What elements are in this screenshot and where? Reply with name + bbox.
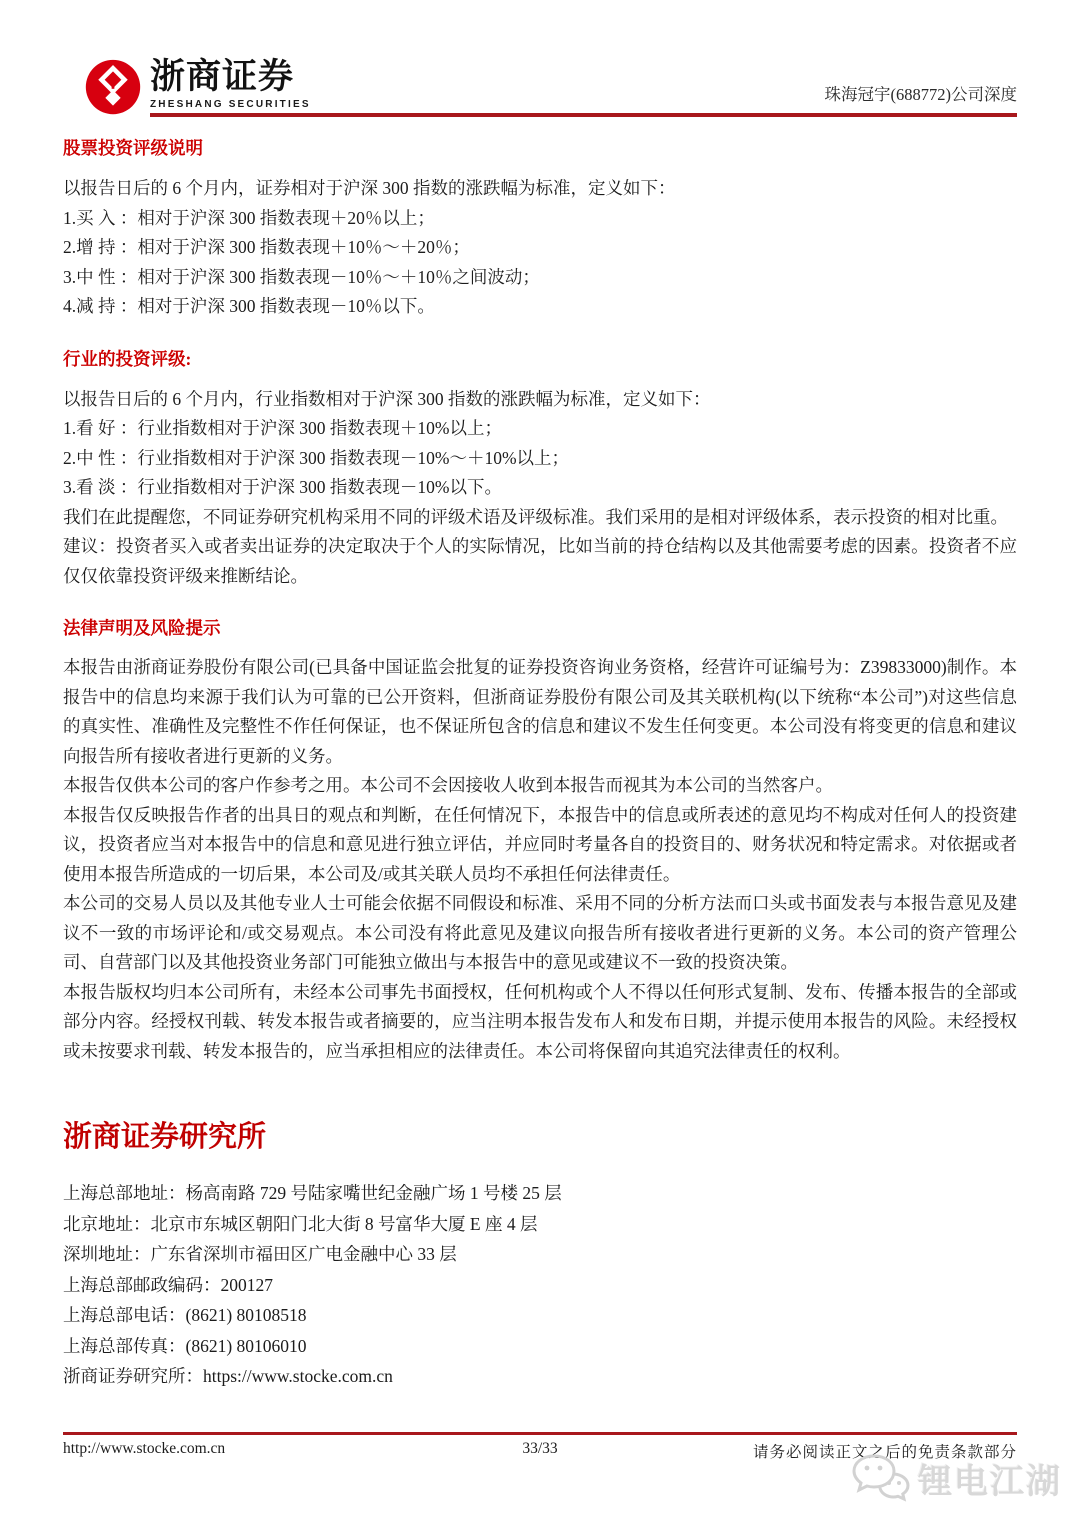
industry-rating-heading: 行业的投资评级: [63,348,192,369]
zheshang-logo [84,58,311,116]
legal-paragraph: 本公司的交易人员以及其他专业人士可能会依据不同假设和标准、采用不同的分析方法而口头或书面发表与本报告意见及建议不一致的市场评论和/或交易观点。本公司没有将此意见及建议向报告所有接收者进行更新的义务。本公司的资产管理公司、自营部门以及其他投资业务部门可能独立做出与本报告中的意见或建议不一致的投资决策。 [63,893,1017,972]
stock-rating-intro: 以报告日后的 6 个月内，证券相对于沪深 300 指数的涨跌幅为标准，定义如下： [63,178,676,198]
footer-rule [63,1432,1017,1435]
institute-postcode: 上海总部邮政编码：200127 [63,1274,273,1295]
rating-item: 1.买 入 ：相对于沪深 300 指数表现＋20％以上； [63,207,435,228]
institute-website-label: 浙商证券研究所： [63,1366,203,1386]
institute-website-line [63,1361,1017,1392]
watermark-label: 锂电江湖 [918,1462,1062,1501]
legal-paragraph: 本报告仅反映报告作者的出具日的观点和判断，在任何情况下，本报告中的信息或所表述的意见均不构成对任何人的投资建议，投资者应当对本报告中的信息和意见进行独立评估，并应同时考量各自的投资目的、财务状况和特定需求。对依据或者使用本报告所造成的一切后果，本公司及/或其关联人员均不承担任何法律责任。 [63,804,1017,884]
rating-item: 3.中 性 ：相对于沪深 300 指数表现－10％～＋10％之间波动； [63,266,540,287]
logo-text [150,58,311,113]
stock-rating-list [63,204,1017,322]
watermark [850,1452,1062,1504]
institute-address-shanghai: 上海总部地址：杨高南路 729 号陆家嘴世纪金融广场 1 号楼 25 层 [63,1183,562,1203]
legal-heading: 法律声明及风险提示 [63,618,221,638]
rating-note: 我们在此提醒您，不同证券研究机构采用不同的评级术语及评级标准。我们采用的是相对评级体系，表示投资的相对比重。 [63,506,1008,527]
logo-title: 浙商证券 [150,57,295,96]
institute-heading: 浙商证券研究所 [63,1121,267,1153]
stock-rating-heading: 股票投资评级说明 [63,138,203,158]
logo-subtitle: ZHESHANG SECURITIES [150,99,311,110]
doc-title: 珠海冠宇(688772)公司深度 [824,85,1017,104]
header-rule [150,113,1017,117]
rating-item: 2.增 持 ：相对于沪深 300 指数表现＋10％～＋20％； [63,237,470,257]
zheshang-logo-icon [84,58,142,116]
footer-disclaimer-notice: 请务必阅读正文之后的免责条款部分 [752,1444,1017,1461]
main-content [0,137,1080,1392]
footer-site-link[interactable]: http://www.stocke.com.cn [63,1440,226,1457]
footer-page-number: 33/33 [522,1440,558,1457]
rating-advice-note: 建议：投资者买入或者卖出证券的决定取决于个人的实际情况，比如当前的持仓结构以及其他需要考虑的因素。投资者不应仅仅依靠投资评级来推断结论。 [63,536,1017,586]
institute-website-link[interactable]: https://www.stocke.com.cn [203,1366,393,1386]
legal-paragraph: 本报告由浙商证券股份有限公司(已具备中国证监会批复的证券投资咨询业务资格，经营许可证编号为：Z39833000)制作。本报告中的信息均来源于我们认为可靠的已公开资料，但浙商证券股份有限公司及其关联机构(以下统称“本公司”)对这些信息的真实性、准确性及完整性不作任何保证，也不保证所包含的信息和建议不发生任何变更。本公司没有将变更的信息和建议向报告所有接收者进行更新的义务。 [63,657,1017,766]
industry-rating-intro: 以报告日后的 6 个月内，行业指数相对于沪深 300 指数的涨跌幅为标准，定义如下： [63,388,711,409]
institute-phone: 上海总部电话：(8621) 80108518 [63,1305,307,1325]
institute-fax: 上海总部传真：(8621) 80106010 [63,1335,307,1356]
legal-paragraph: 本报告版权均归本公司所有，未经本公司事先书面授权，任何机构或个人不得以任何形式复制、发布、传播本报告的全部或部分内容。经授权刊载、转发本报告或者摘要的，应当注明本报告发布人和发布日期，并提示使用本报告的风险。未经授权或未按要求刊载、转发本报告的，应当承担相应的法律责任。本公司将保留向其追究法律责任的权利。 [63,981,1017,1061]
rating-item: 1.看 好 ：行业指数相对于沪深 300 指数表现＋10%以上； [63,418,502,438]
legal-block [63,653,1017,1066]
rating-item: 4.减 持 ：相对于沪深 300 指数表现－10％以下。 [63,296,435,316]
industry-rating-list [63,414,1017,503]
wechat-icon [850,1452,912,1504]
institute-address-beijing: 北京地址：北京市东城区朝阳门北大街 8 号富华大厦 E 座 4 层 [63,1213,538,1234]
institute-address-shenzhen: 深圳地址：广东省深圳市福田区广电金融中心 33 层 [63,1244,457,1264]
rating-item: 2.中 性 ：行业指数相对于沪深 300 指数表现－10%～＋10%以上； [63,447,570,468]
legal-paragraph: 本报告仅供本公司的客户作参考之用。本公司不会因接收人收到本报告而视其为本公司的当然客户。 [63,775,833,795]
rating-item: 3.看 淡 ：行业指数相对于沪深 300 指数表现－10%以下。 [63,477,502,497]
page-header [0,0,1080,117]
institute-contact-list [63,1178,1017,1392]
